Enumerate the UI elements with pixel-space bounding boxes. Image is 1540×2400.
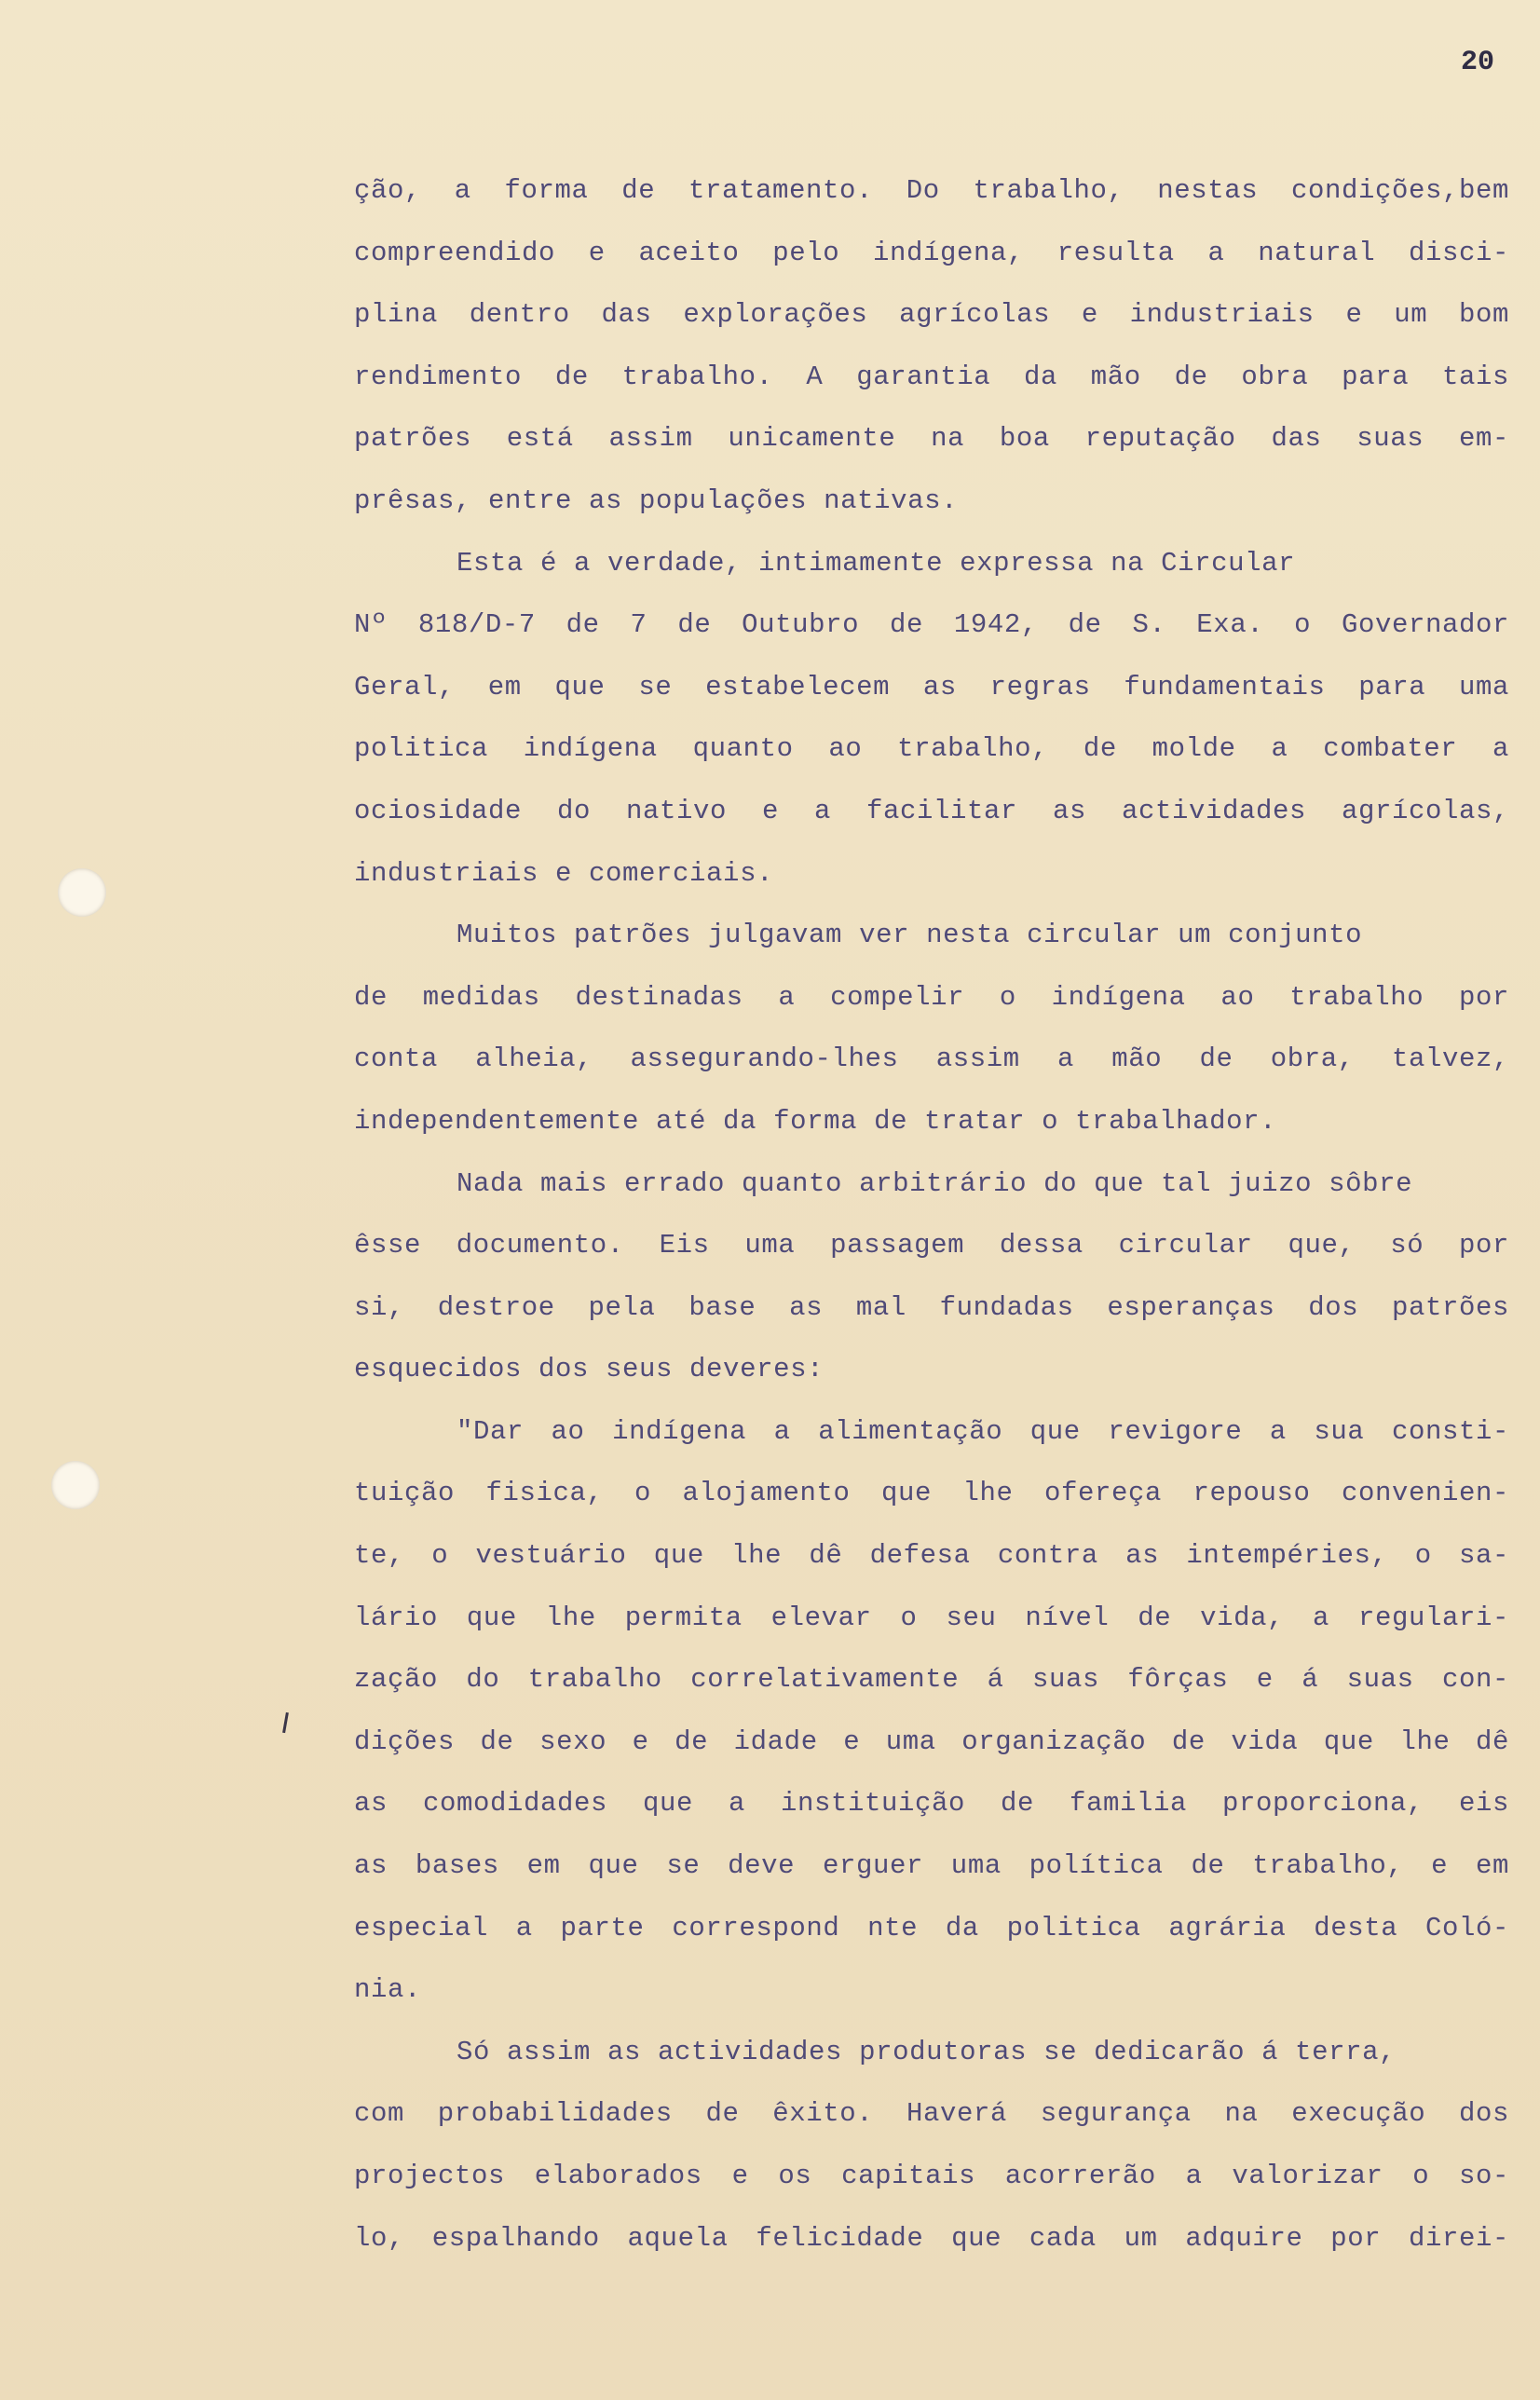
page-number: 20 bbox=[1461, 47, 1495, 78]
text-line: prêsas, entre as populações nativas. bbox=[354, 484, 959, 516]
pen-mark bbox=[282, 1712, 289, 1733]
text-line: Só assim as actividades produtoras se dedicarão á terra, bbox=[457, 2036, 1397, 2067]
text-line: êsse documento. Eis uma passagem dessa circular que, só por bbox=[354, 1230, 1509, 1261]
text-line: si, destroe pela base as mal fundadas esperanças dos patrões bbox=[354, 1291, 1509, 1323]
quote-line: as bases em que se deve erguer uma política de trabalho, e em bbox=[354, 1850, 1509, 1882]
text-line: plina dentro das explorações agrícolas e industriais e um bom bbox=[354, 299, 1509, 331]
text-line: industriais e comerciais. bbox=[354, 857, 774, 889]
text-line: Nada mais errado quanto arbitrário do que tal juizo sôbre bbox=[457, 1167, 1413, 1199]
quote-line: lário que lhe permita elevar o seu nível de vida, a regulari- bbox=[354, 1602, 1509, 1633]
punch-hole-top bbox=[58, 868, 106, 917]
text-line: com probabilidades de êxito. Haverá segurança na execução dos bbox=[354, 2098, 1509, 2130]
text-line: projectos elaborados e os capitais acorrerão a valorizar o so- bbox=[354, 2161, 1509, 2191]
text-line: politica indígena quanto ao trabalho, de molde a combater a bbox=[354, 733, 1509, 765]
text-line: independentemente até da forma de tratar o trabalhador. bbox=[354, 1105, 1277, 1137]
text-line: rendimento de trabalho. A garantia da mão de obra para tais bbox=[354, 361, 1509, 392]
punch-hole-bottom bbox=[51, 1461, 100, 1509]
quote-line: as comodidades que a instituição de familia proporciona, eis bbox=[354, 1788, 1509, 1820]
text-line: Muitos patrões julgavam ver nesta circular um conjunto bbox=[457, 920, 1363, 951]
typed-text-body bbox=[354, 160, 1509, 2270]
quote-line: te, o vestuário que lhe dê defesa contra as intempéries, o sa- bbox=[354, 1540, 1509, 1572]
quote-line: tuição fisica, o alojamento que lhe ofereça repouso convenien- bbox=[354, 1478, 1509, 1509]
quote-line: zação do trabalho correlativamente á suas fôrças e á suas con- bbox=[354, 1664, 1509, 1696]
text-line: ção, a forma de tratamento. Do trabalho, nestas condições,bem bbox=[354, 175, 1509, 206]
text-line: de medidas destinadas a compelir o indígena ao trabalho por bbox=[354, 981, 1509, 1013]
text-line: Geral, em que se estabelecem as regras fundamentais para uma bbox=[354, 671, 1509, 702]
text-line: Nº 818/D-7 de 7 de Outubro de 1942, de S. Exa. o Governador bbox=[354, 609, 1509, 641]
text-line: patrões está assim unicamente na boa reputação das suas em- bbox=[354, 423, 1509, 455]
text-line: esquecidos dos seus deveres: bbox=[354, 1354, 825, 1385]
quote-line: "Dar ao indígena a alimentação que revigore a sua consti- bbox=[457, 1415, 1509, 1447]
quote-line: especial a parte correspond nte da politica agrária desta Coló- bbox=[354, 1912, 1509, 1943]
text-line: lo, espalhando aquela felicidade que cada um adquire por direi- bbox=[354, 2222, 1509, 2254]
text-line: compreendido e aceito pelo indígena, resulta a natural disci- bbox=[354, 237, 1509, 268]
quote-line: dições de sexo e de idade e uma organização de vida que lhe dê bbox=[354, 1725, 1509, 1757]
text-line: Esta é a verdade, intimamente expressa na Circular bbox=[457, 547, 1296, 579]
text-line: ociosidade do nativo e a facilitar as actividades agrícolas, bbox=[354, 795, 1509, 826]
text-line: conta alheia, assegurando-lhes assim a mão de obra, talvez, bbox=[354, 1043, 1509, 1075]
quote-line: nia. bbox=[354, 1974, 422, 2006]
